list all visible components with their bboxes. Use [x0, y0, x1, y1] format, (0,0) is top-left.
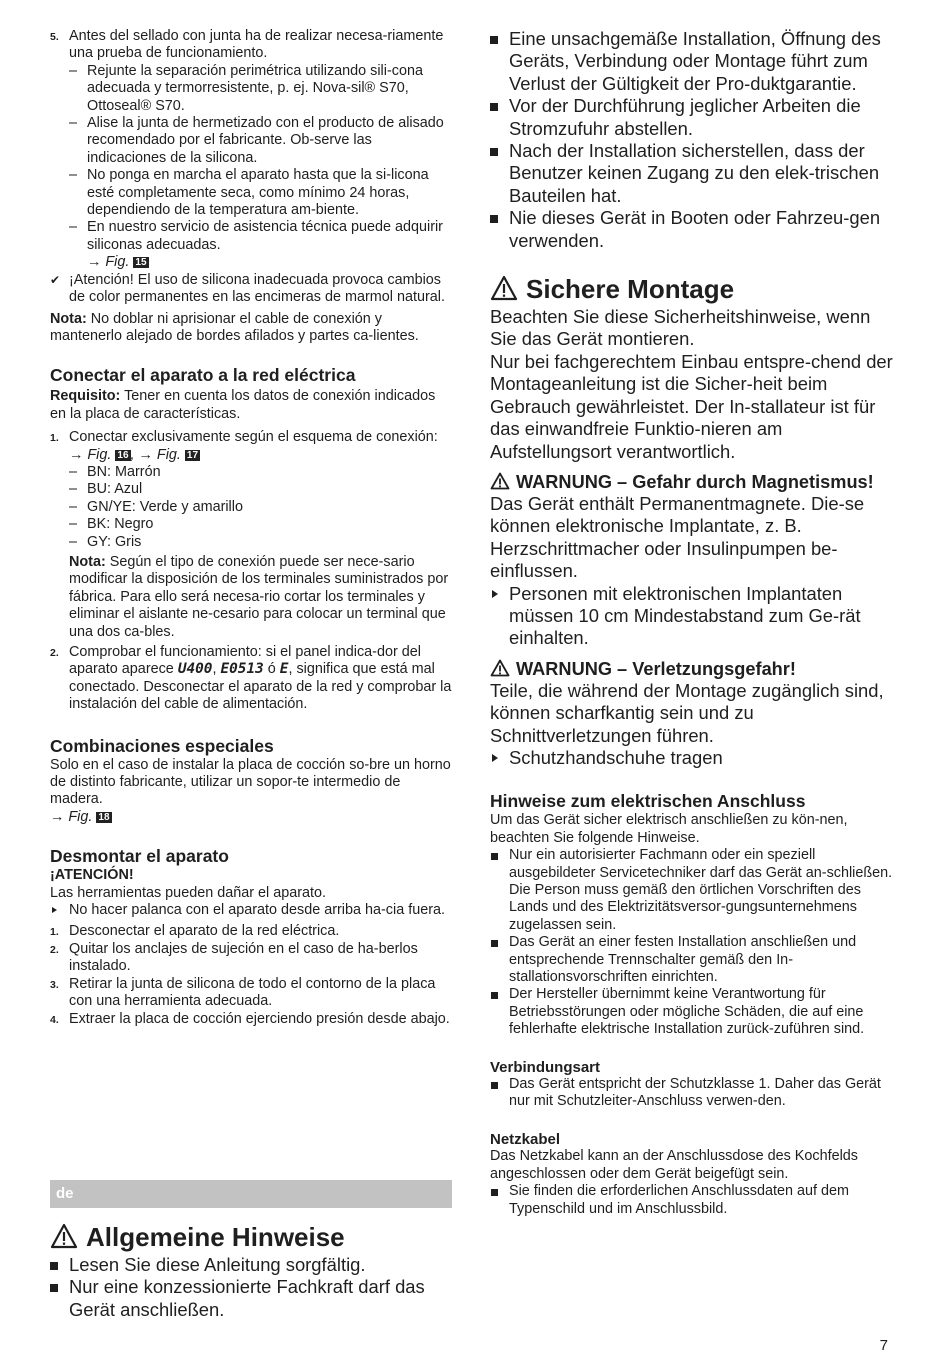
error-code: E [279, 661, 289, 678]
figure-number: 16 [117, 449, 129, 461]
action-text: Personen mit elektronischen Implantaten müssen 10 cm Mindestabstand zum Ge-rät einhalten. [509, 582, 861, 649]
action-item [490, 583, 895, 650]
dash-marker: – [69, 516, 78, 533]
dismount-step [50, 1011, 452, 1028]
bullet-icon [491, 992, 498, 999]
step-2 [50, 644, 452, 714]
action-text: Schutzhandschuhe tragen [509, 746, 723, 768]
step-number: 3. [50, 978, 59, 991]
bullet-icon [490, 36, 498, 44]
combinations-text: Solo en el caso de instalar la placa de cocción so-bre un horno de distinto fabricante, utilizar un sopor-te intermedio de madera. [50, 756, 451, 808]
heading-elektrischer-anschluss: Hinweise zum elektrischen Anschluss [490, 791, 806, 812]
step-text-part: Comprobar el funcionamiento: si el panel indica-dor del aparato aparece [69, 644, 421, 678]
bullet-icon [490, 215, 498, 223]
step-text: Conectar exclusivamente según el esquema de conexión: [69, 429, 438, 446]
step-number: 2. [50, 943, 59, 956]
dash-marker: – [69, 167, 78, 184]
bullet-icon [490, 148, 498, 156]
bullet-text: Eine unsachgemäße Installation, Öffnung des Geräts, Verbindung oder Montage führt zum Verlust der Gültigkeit der Pro-duktgarantie. [509, 28, 881, 94]
arrow-icon: → [138, 446, 153, 463]
figure-reference [50, 809, 452, 826]
heading-text: Sichere Montage [526, 274, 735, 305]
step-number: 1. [50, 432, 59, 445]
bullet-item [490, 140, 895, 207]
warning-icon [490, 275, 518, 301]
bullet-item [490, 847, 895, 934]
dash-text: Rejunte la separación perimétrica utilizando sili-cona adecuada y termorresistente, p. ej. Nova-sil® S70, Ottoseal® S70. [87, 62, 423, 114]
bullet-text: Nie dieses Gerät in Booten oder Fahrzeu-gen verwenden. [509, 207, 881, 251]
page-number: 7 [879, 1337, 888, 1354]
dash-text: No ponga en marcha el aparato hasta que la si-licona esté completamente seca, como mínimo 24 horas, dependiendo de la temperatura am-biente. [87, 167, 429, 219]
right-column [490, 28, 895, 1218]
heading-text: Allgemeine Hinweise [86, 1222, 345, 1252]
paragraph: Das Netzkabel kann an der Anschlussdose des Kochfelds angeschlossen oder dem Gerät beigefügt sein. [490, 1148, 858, 1182]
bullet-icon [491, 853, 498, 860]
fig-word: Fig. [105, 254, 130, 271]
bullet-text: Vor der Durchführung jeglicher Arbeiten die Stromzufuhr abstellen. [509, 95, 861, 139]
bullet-item [490, 1183, 895, 1218]
bullet-icon [491, 1082, 498, 1089]
bullet-icon [491, 940, 498, 947]
bullet-text: Lesen Sie diese Anleitung sorgfältig. [69, 1254, 366, 1275]
bullet-item [490, 934, 895, 986]
step-text: Extraer la placa de cocción ejerciendo presión desde abajo. [69, 1010, 450, 1027]
dash-item [50, 63, 452, 115]
heading-allgemeine [50, 1222, 452, 1252]
figure-number: 15 [135, 257, 147, 269]
dash-marker: – [69, 115, 78, 132]
figure-reference [50, 447, 452, 464]
wire-text: BN: Marrón [87, 463, 161, 480]
wire-text: GN/YE: Verde y amarillo [87, 498, 243, 515]
heading-verbindungsart: Verbindungsart [490, 1058, 601, 1076]
wire-text: BU: Azul [87, 481, 143, 498]
error-code: U400 [177, 661, 213, 678]
left-column [50, 28, 452, 1028]
dash-text: En nuestro servicio de asistencia técnica puede adquirir siliconas adecuadas. [87, 219, 443, 253]
fig-word: Fig. [87, 446, 112, 463]
bullet-text: Sie finden die erforderlichen Anschlussdaten auf dem Typenschild und im Anschlussbild. [509, 1183, 849, 1217]
bullet-item [490, 95, 895, 140]
paragraph: Beachten Sie diese Sicherheitshinweise, wenn Sie das Gerät montieren. [490, 306, 871, 350]
warning-text: Das Gerät enthält Permanentmagnete. Die-se können elektronische Implantate, z. B. Herzschrittmacher oder Insulinpumpen be-einflussen. [490, 492, 865, 582]
action-item [50, 902, 452, 919]
paragraph: Um das Gerät sicher elektrisch anschließen zu kön-nen, beachten Sie folgende Hinweise. [490, 812, 848, 846]
wire-item [50, 534, 452, 551]
bullet-text: Nur ein autorisierter Fachmann oder ein speziell ausgebildeter Servicetechniker darf das Gerät an-schließen. Die Person muss gemäß den örtlichen Vorschriften des Lands und des Elektrizitätsversor-gungsunternehmens zugelassen sein. [509, 847, 893, 933]
separator: ó [263, 661, 280, 678]
dismount-step [50, 976, 452, 1011]
bullet-text: Nur eine konzessionierte Fachkraft darf das Gerät anschließen. [69, 1276, 425, 1320]
paragraph: Nur bei fachgerechtem Einbau entspre-chend der Montageanleitung ist die Sicher-heit beim Gebrauch gewährleistet. Der In-stallateur ist für das einwandfreie Funktio-nieren am Aufstellungsort verantwortlich. [490, 350, 893, 462]
fig-word: Fig. [68, 808, 93, 825]
dash-item [50, 167, 452, 219]
figure-number: 17 [186, 449, 199, 461]
bullet-text: Der Hersteller übernimmt keine Verantwortung für Betriebsstörungen oder mögliche Schäden, die auf eine fehlerhafte elektrische Installation zurück-zuführen sind. [509, 986, 865, 1038]
attention-text: ¡Atención! El uso de silicona inadecuada provoca cambios de color permanentes en las encimeras de marmol natural. [69, 271, 445, 306]
figure-number: 18 [98, 811, 110, 823]
warning-title [490, 471, 895, 493]
separator: , [212, 661, 221, 678]
requirement [50, 388, 452, 423]
step-text: Retirar la junta de silicona de todo el contorno de la placa con una herramienta adecuada. [69, 975, 436, 1010]
step-text-part: , significa que está mal conectado. Desconectar el aparato de la red y comprobar la instalación del cable de alimentación. [69, 661, 452, 713]
dash-marker: – [69, 533, 78, 550]
step-text: Antes del sellado con junta ha de realizar necesa-riamente una prueba de funcionamiento. [69, 28, 444, 62]
dash-text: Alise la junta de hermetizado con el producto de alisado recomendado por el fabricante. Ob-serve las indicaciones de la silicona. [87, 115, 444, 166]
dash-marker: – [69, 463, 78, 480]
step-text: Quitar los anclajes de sujeción en el caso de ha-berlos instalado. [69, 940, 418, 975]
step-text: Desconectar el aparato de la red eléctrica. [69, 923, 340, 940]
note-text: Según el tipo de conexión puede ser nece-sario modificar la disposición de los terminales suministrados por fábrica. Para ello será necesa-rio cortar los terminales y eliminar el aislante ne-cesario para colocar un terminal que una dos ca-bles. [69, 553, 449, 640]
heading-dismount: Desmontar el aparato [50, 846, 229, 867]
bullet-item [490, 28, 895, 95]
bullet-item [490, 207, 895, 252]
action-arrow-icon [52, 907, 57, 913]
step-number: 4. [50, 1013, 59, 1026]
bullet-item [490, 1076, 895, 1111]
heading-netzkabel: Netzkabel [490, 1130, 561, 1148]
allgemeine-section [50, 1222, 452, 1321]
bullet-icon [491, 1189, 498, 1196]
wire-item [50, 516, 452, 533]
arrow-icon: → [69, 446, 84, 463]
step-number: 2. [50, 647, 59, 659]
bullet-text: Nach der Installation sicherstellen, dass der Benutzer keinen Zugang zu den elek-trischen Bauteilen hat. [509, 140, 880, 206]
wire-item [50, 499, 452, 516]
warning-icon [490, 472, 510, 490]
step-number: 5. [50, 31, 59, 43]
dismount-step [50, 923, 452, 940]
dash-item [50, 219, 452, 254]
heading-connect: Conectar el aparato a la red eléctrica [50, 365, 356, 386]
language-code: de [56, 1185, 74, 1202]
heading-combinations: Combinaciones especiales [50, 735, 274, 756]
requirement-label: Requisito: [50, 388, 121, 405]
attention-note [50, 272, 452, 307]
dash-item [50, 115, 452, 167]
figure-reference [50, 254, 452, 271]
fig-word: Fig. [156, 446, 181, 463]
warning-icon [490, 659, 510, 677]
bullet-item [50, 1254, 452, 1276]
action-item [490, 747, 895, 769]
dash-marker: – [69, 498, 78, 515]
step-5 [50, 28, 452, 63]
language-bar [50, 1180, 452, 1208]
bullet-text: Das Gerät entspricht der Schutzklasse 1. Daher das Gerät nur mit Schutzleiter-Anschluss verwen-den. [509, 1076, 881, 1110]
warning-title-text: WARNUNG – Verletzungsgefahr! [516, 658, 796, 679]
bullet-icon [490, 103, 498, 111]
warning-icon [50, 1223, 78, 1249]
bullet-icon [50, 1284, 58, 1292]
bullet-item [490, 986, 895, 1038]
action-arrow-icon [492, 590, 498, 598]
bullet-icon [50, 1262, 58, 1270]
step-1 [50, 429, 452, 446]
wire-text: GY: Gris [87, 533, 142, 550]
note-text: No doblar ni aprisionar el cable de conexión y mantenerlo alejado de bordes afilados y partes ca-lientes. [50, 310, 419, 344]
warning-text: Teile, die während der Montage zugänglich sind, können scharfkantig sein und zu Schnittverletzungen führen. [490, 679, 884, 746]
action-arrow-icon [492, 754, 498, 762]
bullet-item [50, 1276, 452, 1321]
step-text [69, 644, 452, 714]
bullet-text: Das Gerät an einer festen Installation anschließen und entsprechende Trennschalter gemäß den In-stallationsvorschriften einrichten. [509, 934, 857, 986]
requirement-text: Tener en cuenta los datos de conexión indicados en la placa de características. [50, 388, 436, 422]
action-text: No hacer palanca con el aparato desde arriba ha-cia fuera. [69, 902, 445, 919]
wire-text: BK: Negro [87, 516, 154, 533]
attention-text: Las herramientas pueden dañar el aparato. [50, 884, 327, 901]
step-number: 1. [50, 926, 59, 939]
note-paragraph [50, 311, 452, 346]
dash-marker: – [69, 219, 78, 236]
connection-note [50, 554, 452, 641]
heading-sichere-montage [490, 274, 895, 304]
dash-marker: – [69, 62, 78, 79]
dash-marker: – [69, 481, 78, 498]
arrow-icon: → [87, 254, 102, 271]
separator: , [130, 446, 135, 463]
wire-item [50, 464, 452, 481]
note-label: Nota: [50, 310, 87, 327]
check-icon: ✔ [50, 272, 61, 287]
note-label: Nota: [69, 553, 106, 570]
error-code: E0513 [220, 661, 264, 678]
warning-title [490, 658, 895, 680]
attention-label: ¡ATENCIÓN! [50, 867, 134, 884]
wire-item [50, 481, 452, 498]
warning-title-text: WARNUNG – Gefahr durch Magnetismus! [516, 471, 874, 492]
arrow-icon: → [50, 808, 65, 825]
dismount-step [50, 941, 452, 976]
